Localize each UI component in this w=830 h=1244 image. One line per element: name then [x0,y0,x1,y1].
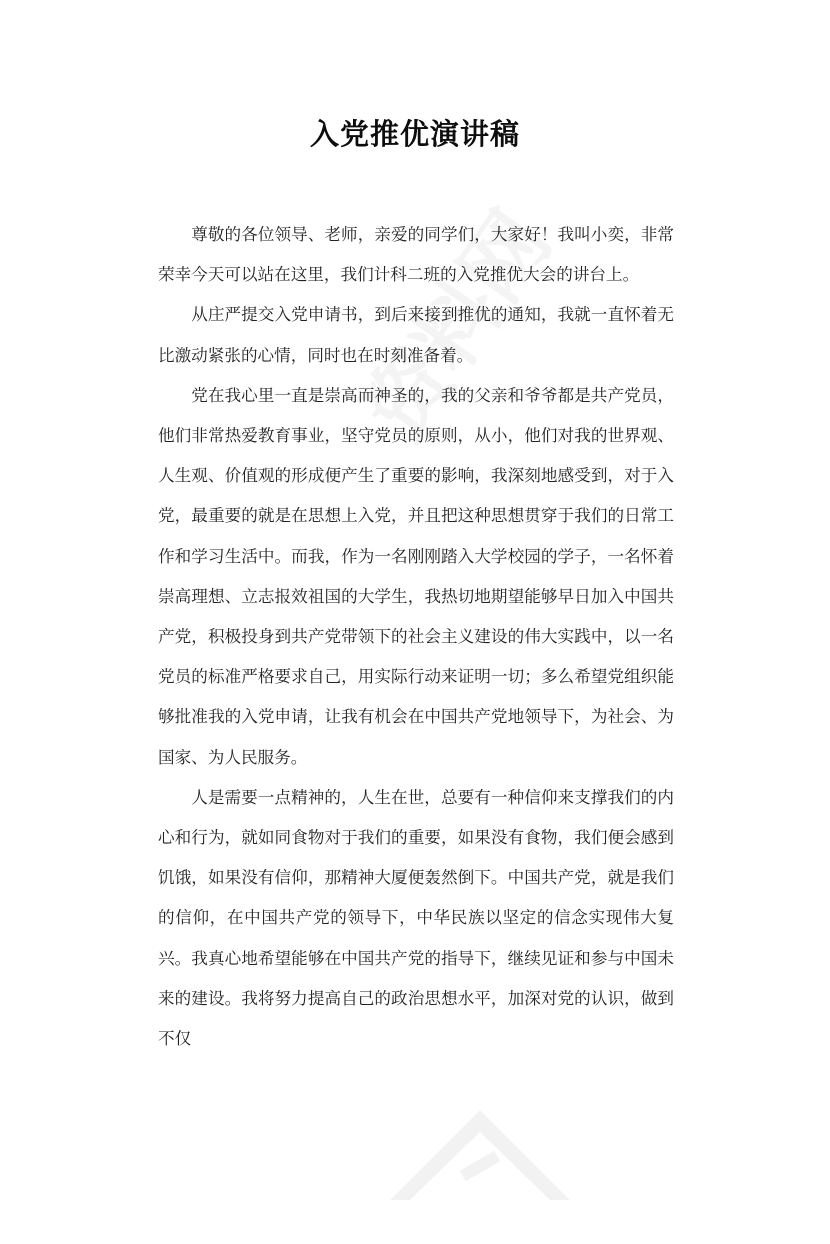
document-body [158,215,674,1059]
paragraph-belief: 人是需要一点精神的，人生在世，总要有一种信仰来支撑我们的内心和行为，就如同食物对于我们的重要，如果没有食物，我们便会感到饥饿，如果没有信仰，那精神大厦便轰然倒下。中国共产党，就是我们的信仰，在中国共产党的领导下，中华民族以坚定的信念实现伟大复兴。我真心地希望能够在中国共产党的指导下，继续见证和参与中国未来的建设。我将努力提高自己的政治思想水平，加深对党的认识，做到不仅 [158,787,674,1049]
paragraph-application: 从庄严提交入党申请书，到后来接到推优的通知，我就一直怀着无比激动紧张的心情，同时也在时刻准备着。 [158,305,674,365]
paragraph-family-influence: 党在我心里一直是崇高而神圣的，我的父亲和爷爷都是共产党员，他们非常热爱教育事业，坚守党员的原则，从小，他们对我的世界观、人生观、价值观的形成便产生了重要的影响，我深刻地感受到，对于入党，最重要的就是在思想上入党，并且把这种思想贯穿于我们的日常工作和学习生活中。而我，作为一名刚刚踏入大学校园的学子，一名怀着崇高理想、立志报效祖国的大学生，我热切地期望能够早日加入中国共产党，积极投身到共产党带领下的社会主义建设的伟大实践中，以一名党员的标准严格要求自己，用实际行动来证明一切；多么希望党组织能够批准我的入党申请，让我有机会在中国共产党地领导下，为社会、为国家、为人民服务。 [158,385,674,767]
watermark-logo-icon [380,1100,580,1240]
document-title: 入党推优演讲稿 [309,117,520,151]
paragraph-greeting: 尊敬的各位领导、老师，亲爱的同学们，大家好！我叫小奕，非常荣幸今天可以站在这里，我们计科二班的入党推优大会的讲台上。 [158,225,674,285]
